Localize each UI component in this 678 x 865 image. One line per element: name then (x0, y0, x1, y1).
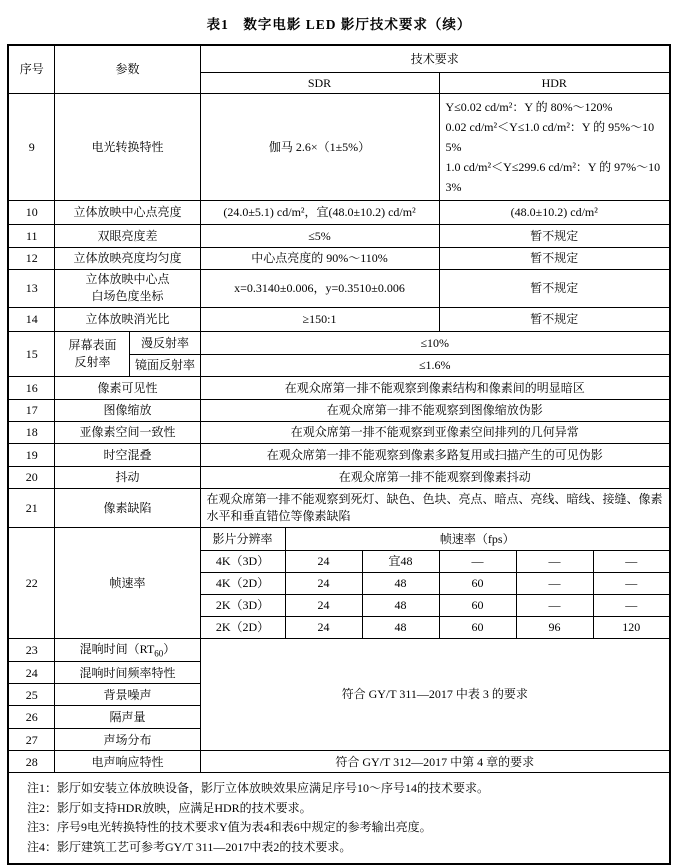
header-sdr: SDR (200, 72, 439, 93)
table-row-28 (8, 751, 670, 773)
frame-rate-cell: 24 (285, 572, 362, 594)
sdr-value: 中心点亮度的 90%～110% (200, 247, 439, 269)
sdr-value: (24.0±5.1) cd/m²，宜(48.0±10.2) cd/m² (200, 200, 439, 224)
frame-resolution: 2K（3D） (200, 594, 285, 616)
frame-rate-cell: 48 (362, 572, 439, 594)
frame-resolution: 4K（2D） (200, 572, 285, 594)
frame-rate-cell: — (593, 594, 670, 616)
frame-resolution: 4K（3D） (200, 550, 285, 572)
table-row-14 (8, 307, 670, 331)
param-name: 图像缩放 (55, 399, 200, 421)
row-number: 23 (8, 638, 55, 662)
table-row-23 (8, 638, 670, 662)
frame-rate-cell: 48 (362, 594, 439, 616)
acoustic-requirement-value: 符合 GY/T 311—2017 中表 3 的要求 (200, 638, 670, 751)
sdr-value: ≤5% (200, 224, 439, 247)
param-name: 双眼亮度差 (55, 224, 200, 247)
table-row-20 (8, 466, 670, 488)
param-name: 亚像素空间一致性 (55, 421, 200, 443)
note-line: 注2：影厅如支持HDR放映，应满足HDR的技术要求。 (26, 800, 312, 815)
note-line: 注4：影厅建筑工艺可参考GY/T 311—2017中表2的技术要求。 (26, 839, 352, 854)
param-name: 帧速率 (55, 527, 200, 638)
param-name: 时空混叠 (55, 443, 200, 466)
param-name: 像素缺陷 (55, 488, 200, 527)
frame-fps-header: 帧速率（fps） (285, 527, 670, 550)
header-requirement: 技术要求 (200, 45, 670, 72)
row-number: 19 (8, 443, 55, 466)
requirement-value: 在观众席第一排不能观察到亚像素空间排列的几何异常 (200, 421, 670, 443)
param-name: 立体放映亮度均匀度 (55, 247, 200, 269)
frame-rate-cell: — (516, 572, 593, 594)
sub-param-name: 镜面反射率 (130, 354, 200, 376)
row-number: 9 (8, 93, 55, 200)
frame-rate-cell: — (593, 572, 670, 594)
table-row-12 (8, 247, 670, 269)
param-name: 像素可见性 (55, 376, 200, 399)
requirement-value: 在观众席第一排不能观察到死灯、缺色、色块、亮点、暗点、亮线、暗线、接缝、像素水平和垂直错位等像素缺陷 (200, 488, 670, 527)
hdr-value: 暂不规定 (439, 224, 670, 247)
table-row-22-header (8, 527, 670, 550)
table-notes (8, 773, 670, 865)
frame-res-header: 影片分辨率 (200, 527, 285, 550)
hdr-value: 暂不规定 (439, 307, 670, 331)
requirement-value: ≤10% (200, 331, 670, 354)
notes-row (8, 773, 670, 865)
frame-rate-cell: 24 (285, 550, 362, 572)
hdr-line: 0.02 cd/m²＜Y≤1.0 cd/m²：Y 的 95%～105% (445, 119, 655, 154)
header-num: 序号 (8, 45, 55, 93)
sub-param-name: 漫反射率 (130, 331, 200, 354)
frame-rate-cell: 60 (439, 594, 516, 616)
row-number: 15 (8, 331, 55, 376)
row-number: 10 (8, 200, 55, 224)
table-row-13 (8, 269, 670, 307)
table-row-18 (8, 421, 670, 443)
frame-rate-cell: — (516, 594, 593, 616)
table-row-11 (8, 224, 670, 247)
requirement-value: 在观众席第一排不能观察到像素抖动 (200, 466, 670, 488)
param-name: 混响时间$(RT_{60})$ (55, 638, 200, 662)
hdr-line: 1.0 cd/m²＜Y≤299.6 cd/m²：Y 的 97%～103% (445, 159, 661, 194)
requirement-value: 在观众席第一排不能观察到像素结构和像素间的明显暗区 (200, 376, 670, 399)
frame-rate-cell: — (516, 550, 593, 572)
param-name: 屏幕表面 反射率 (55, 331, 130, 376)
frame-rate-cell: 24 (285, 594, 362, 616)
row-number: 11 (8, 224, 55, 247)
param-name: 立体放映中心点 白场色度坐标 (55, 269, 200, 307)
param-name: 背景噪声 (55, 684, 200, 706)
param-name: 混响时间频率特性 (55, 662, 200, 684)
param-name: 电声响应特性 (55, 751, 200, 773)
frame-rate-cell: — (593, 550, 670, 572)
frame-rate-cell: 24 (285, 616, 362, 638)
header-param: 参数 (55, 45, 200, 93)
row-number: 26 (8, 706, 55, 729)
hdr-line: Y≤0.02 cd/m²：Y 的 80%～120% (445, 99, 613, 114)
table-row-17 (8, 399, 670, 421)
table-row-21 (8, 488, 670, 527)
requirements-table (7, 44, 671, 865)
table-row-19 (8, 443, 670, 466)
row-number: 21 (8, 488, 55, 527)
row-number: 27 (8, 729, 55, 751)
row-number: 20 (8, 466, 55, 488)
row-number: 12 (8, 247, 55, 269)
requirement-value: 在观众席第一排不能观察到像素多路复用或扫描产生的可见伪影 (200, 443, 670, 466)
frame-rate-cell: 96 (516, 616, 593, 638)
row-number: 25 (8, 684, 55, 706)
row-number: 28 (8, 751, 55, 773)
param-name: 抖动 (55, 466, 200, 488)
frame-rate-cell: — (439, 550, 516, 572)
sdr-value: x=0.3140±0.006，y=0.3510±0.006 (200, 269, 439, 307)
sdr-value: ≥150:1 (200, 307, 439, 331)
table-row-15a (8, 331, 670, 354)
hdr-value: 暂不规定 (439, 269, 670, 307)
row-number: 18 (8, 421, 55, 443)
note-line: 注1：影厅如安装立体放映设备，影厅立体放映效果应满足序号10～序号14的技术要求。 (26, 781, 489, 796)
header-row-1 (8, 45, 670, 72)
frame-rate-cell: 48 (362, 616, 439, 638)
row-number: 22 (8, 527, 55, 638)
row-number: 17 (8, 399, 55, 421)
param-name: 立体放映中心点亮度 (55, 200, 200, 224)
note-line: 注3：序号9电光转换特性的技术要求Y值为表4和表6中规定的参考输出亮度。 (26, 820, 432, 835)
requirement-value: 符合 GY/T 312—2017 中第 4 章的要求 (200, 751, 670, 773)
table-row-9 (8, 93, 670, 200)
sdr-value: 伽马 2.6×（1±5%） (200, 93, 439, 200)
table-row-16 (8, 376, 670, 399)
param-name: 立体放映消光比 (55, 307, 200, 331)
hdr-value: (48.0±10.2) cd/m² (439, 200, 670, 224)
frame-resolution: 2K（2D） (200, 616, 285, 638)
requirement-value: 在观众席第一排不能观察到图像缩放伪影 (200, 399, 670, 421)
frame-rate-cell: 120 (593, 616, 670, 638)
frame-rate-cell: 60 (439, 572, 516, 594)
hdr-value (439, 93, 670, 200)
table-title: 表1 数字电影 LED 影厅技术要求（续） (206, 17, 472, 32)
header-hdr: HDR (439, 72, 670, 93)
frame-rate-cell: 60 (439, 616, 516, 638)
row-number: 24 (8, 662, 55, 684)
table-row-10 (8, 200, 670, 224)
rt60-subscript: 60 (154, 647, 164, 658)
param-name: 隔声量 (55, 706, 200, 729)
param-name: 电光转换特性 (55, 93, 200, 200)
hdr-value: 暂不规定 (439, 247, 670, 269)
row-number: 13 (8, 269, 55, 307)
param-name: 声场分布 (55, 729, 200, 751)
requirement-value: ≤1.6% (200, 354, 670, 376)
row-number: 14 (8, 307, 55, 331)
frame-rate-cell: 宜48 (362, 550, 439, 572)
row-number: 16 (8, 376, 55, 399)
